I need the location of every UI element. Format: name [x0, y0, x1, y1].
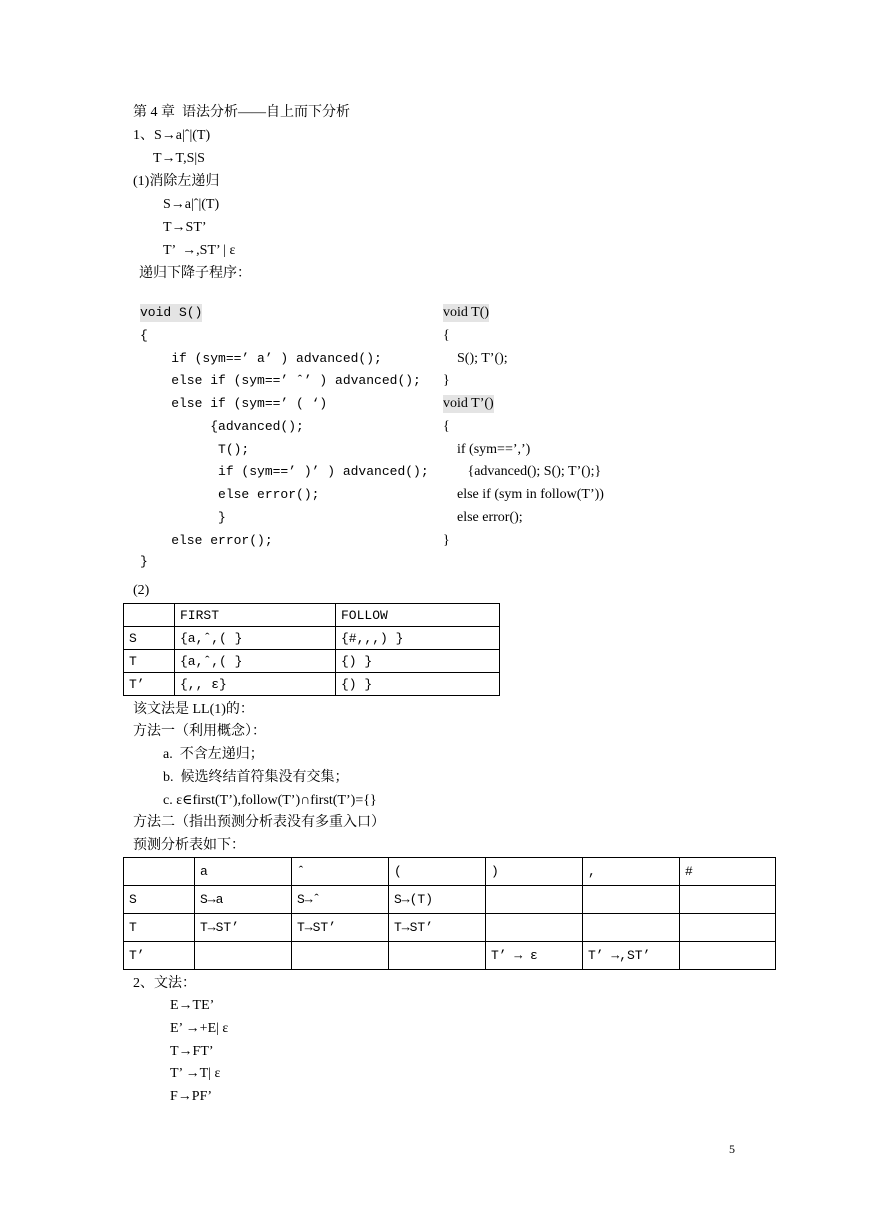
table-header-follow: FOLLOW [336, 604, 500, 627]
table-cell: T’ → ε [486, 942, 583, 970]
table-header-row [124, 604, 500, 627]
table-header: # [680, 858, 776, 886]
predict-title: 预测分析表如下： [133, 838, 245, 853]
ll1-statement: 该文法是 LL(1)的： [133, 702, 254, 717]
table-cell: T’ →,ST’ [583, 942, 680, 970]
method2-title: 方法二（指出预测分析表没有多重入口） [133, 815, 385, 830]
table-cell [124, 604, 175, 627]
table-cell: {) } [336, 673, 500, 696]
table-cell: S [124, 886, 195, 914]
code-line: else error(); [443, 510, 523, 525]
code-line: } [140, 510, 226, 525]
q2-rule: E→TE’ [170, 998, 215, 1013]
q2-rule: T→FT’ [170, 1044, 214, 1059]
code-line: if (sym==’,’) [443, 442, 531, 457]
code-t-header: void T() [443, 305, 490, 320]
q2-rule: F→PF’ [170, 1089, 213, 1104]
table-cell [486, 886, 583, 914]
code-tprime-header: void T’() [443, 396, 494, 411]
table-cell: T’ [124, 942, 195, 970]
code-line: } [443, 533, 450, 548]
code-line: {advanced(); S(); T’();} [443, 464, 602, 479]
table-cell: T→ST’ [389, 914, 486, 942]
table-cell: T [124, 914, 195, 942]
code-line: else error(); [140, 487, 320, 502]
q1-grammar-line2: T→T,S|S [153, 151, 205, 166]
table-cell: T [124, 650, 175, 673]
method1-title: 方法一（利用概念）： [133, 724, 266, 739]
table-cell: {,, ε} [175, 673, 336, 696]
table-row [124, 627, 500, 650]
code-line: S(); T’(); [443, 351, 508, 366]
table-cell: T’ [124, 673, 175, 696]
code-line: T(); [140, 442, 250, 457]
table-cell: {a,ˆ,( } [175, 650, 336, 673]
table-cell: T→ST’ [292, 914, 389, 942]
code-line: {advanced(); [140, 419, 304, 434]
table-cell: T→ST’ [195, 914, 292, 942]
table-row [124, 886, 776, 914]
method1-item: b. 候选终结首符集没有交集； [163, 770, 349, 785]
rule: S→a|ˆ|(T) [163, 197, 220, 212]
table-cell: {a,ˆ,( } [175, 627, 336, 650]
table-row [124, 914, 776, 942]
rule: T→ST’ [163, 220, 207, 235]
table-header: a [195, 858, 292, 886]
table-cell [583, 914, 680, 942]
table-cell [292, 942, 389, 970]
table-header: ˆ [292, 858, 389, 886]
table-cell: {) } [336, 650, 500, 673]
table-cell [124, 858, 195, 886]
code-line: { [443, 419, 450, 434]
table-row [124, 942, 776, 970]
rule: T’ →,ST’ | ε [163, 243, 236, 258]
table-cell: S→(T) [389, 886, 486, 914]
method1-item: c. ε∈first(T’),follow(T’)∩first(T’)={} [163, 793, 377, 808]
table-cell [486, 914, 583, 942]
table-cell [680, 886, 776, 914]
method1-item: a. 不含左递归； [163, 747, 264, 762]
part2-title: (2) [133, 583, 150, 598]
code-line: { [443, 328, 450, 343]
code-line: if (sym==’ )’ ) advanced(); [140, 464, 429, 479]
table-header: ) [486, 858, 583, 886]
first-follow-table [123, 603, 500, 696]
code-line: else error(); [140, 533, 273, 548]
code-line: if (sym==’ a’ ) advanced(); [140, 351, 382, 366]
table-cell: S→ˆ [292, 886, 389, 914]
chapter-title: 第 4 章 语法分析——自上而下分析 [133, 105, 350, 120]
code-line: else if (sym in follow(T’)) [443, 487, 604, 502]
table-header: , [583, 858, 680, 886]
part1-title: (1)消除左递归 [133, 174, 220, 189]
page-number: 5 [729, 1142, 735, 1156]
table-cell [680, 914, 776, 942]
table-cell [195, 942, 292, 970]
table-cell: {#,,,) } [336, 627, 500, 650]
subprogram-title: 递归下降子程序： [139, 266, 251, 281]
table-header: ( [389, 858, 486, 886]
table-row [124, 650, 500, 673]
q1-label: 1、S→a|ˆ|(T) [133, 128, 211, 143]
table-cell [389, 942, 486, 970]
code-line: else if (sym==’ ( ‘) [140, 396, 328, 411]
q2-title: 2、文法： [133, 976, 196, 991]
code-s-header: void S() [140, 305, 203, 320]
q2-rule: E’ →+E| ε [170, 1021, 229, 1036]
code-line: } [140, 554, 148, 569]
table-cell: S [124, 627, 175, 650]
table-cell [583, 886, 680, 914]
code-line: else if (sym==’ ˆ’ ) advanced(); [140, 373, 421, 388]
q2-rule: T’ →T| ε [170, 1066, 221, 1081]
code-line: } [443, 373, 450, 388]
table-cell [680, 942, 776, 970]
table-header-first: FIRST [175, 604, 336, 627]
table-cell: S→a [195, 886, 292, 914]
table-header-row [124, 858, 776, 886]
predictive-table [123, 857, 776, 970]
code-line: { [140, 328, 148, 343]
table-row [124, 673, 500, 696]
